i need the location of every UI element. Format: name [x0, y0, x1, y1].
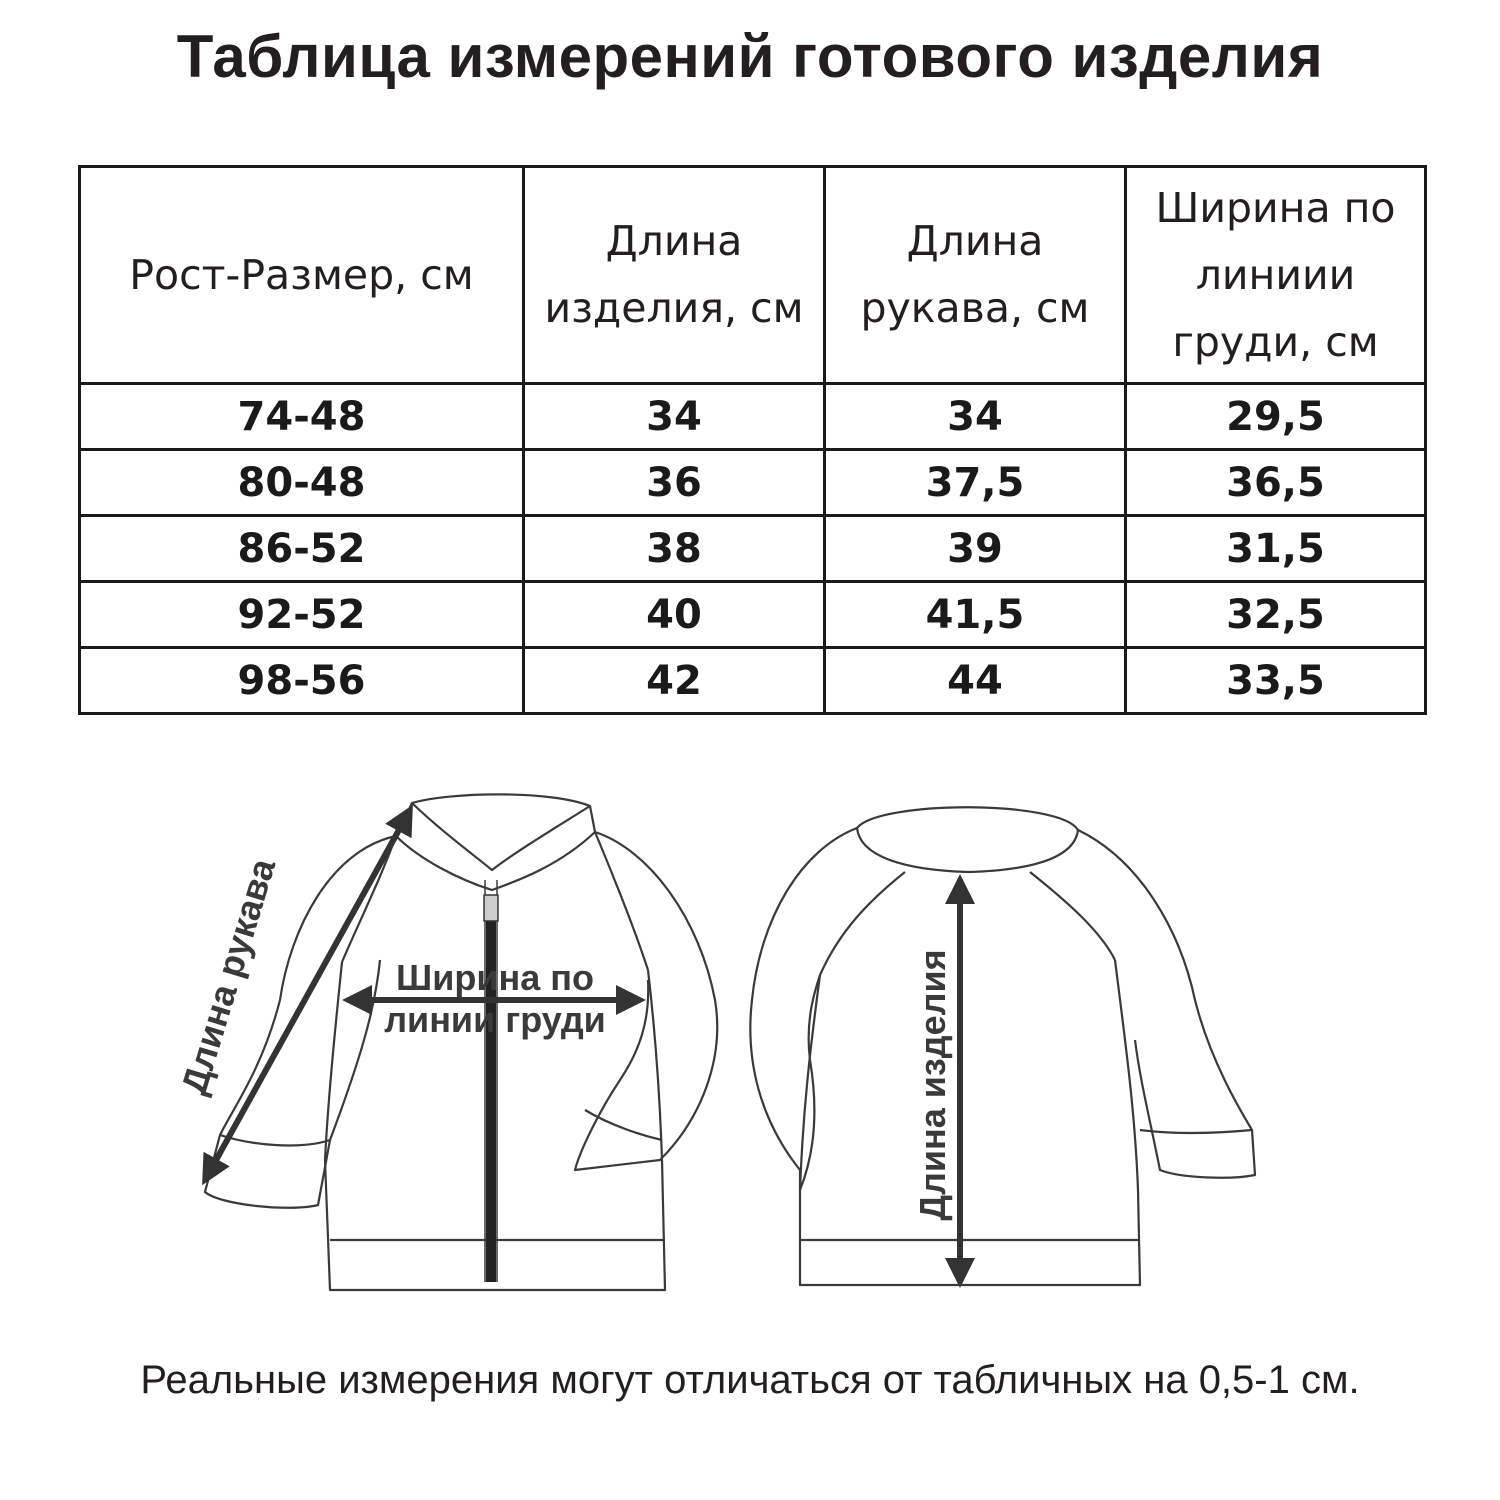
cell-chest: 36,5 [1126, 450, 1426, 516]
chest-width-label-line1: Ширина по [396, 957, 594, 998]
header-sleeve-text: Длина рукава, см [860, 217, 1090, 332]
cell-size: 86-52 [80, 516, 524, 582]
header-length-text: Длина изделия, см [544, 217, 804, 332]
chest-width-label-line2: линии груди [384, 999, 606, 1040]
cell-sleeve: 37,5 [825, 450, 1126, 516]
cell-length: 34 [524, 384, 825, 450]
cell-chest: 32,5 [1126, 582, 1426, 648]
footnote: Реальные измерения могут отличаться от табличных на 0,5-1 см. [140, 1358, 1360, 1402]
product-length-label: Длина изделия [912, 949, 953, 1221]
cell-chest: 29,5 [1126, 384, 1426, 450]
cell-size: 92-52 [80, 582, 524, 648]
cell-size: 80-48 [80, 450, 524, 516]
cell-length: 40 [524, 582, 825, 648]
jacket-back-illustration [750, 807, 1255, 1285]
sleeve-length-label: Длина рукава [172, 853, 284, 1099]
cell-sleeve: 34 [825, 384, 1126, 450]
cell-sleeve: 39 [825, 516, 1126, 582]
cell-length: 36 [524, 450, 825, 516]
page-title: Таблица измерений готового изделия [176, 23, 1324, 90]
header-size: Рост-Размер, см [80, 167, 524, 384]
cell-size: 98-56 [80, 648, 524, 714]
cell-chest: 31,5 [1126, 516, 1426, 582]
cell-size: 74-48 [80, 384, 524, 450]
cell-length: 42 [524, 648, 825, 714]
header-chest-text: Ширина по линиии груди, см [1155, 183, 1396, 366]
cell-chest: 33,5 [1126, 648, 1426, 714]
cell-length: 38 [524, 516, 825, 582]
cell-sleeve: 44 [825, 648, 1126, 714]
cell-sleeve: 41,5 [825, 582, 1126, 648]
